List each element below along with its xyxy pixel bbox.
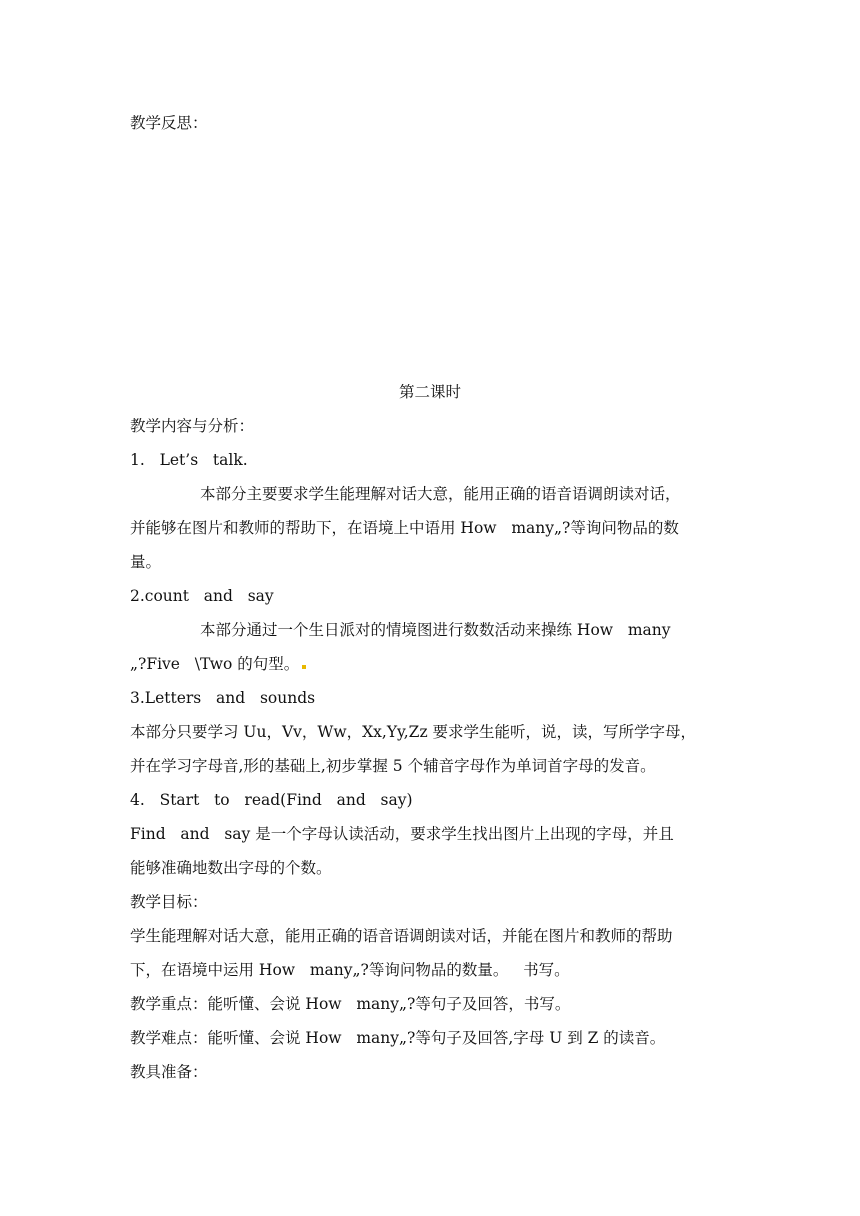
item1-title: 1. Let’s talk. (130, 451, 248, 469)
item2-desc-line2: „?Five \Two 的句型。 (130, 655, 300, 673)
reflection-heading: 教学反思： (130, 114, 208, 132)
item4-desc-line1: Find and say 是一个字母认读活动，要求学生找出图片上出现的字母，并且 (130, 825, 674, 843)
item4-title: 4. Start to read(Find and say) (130, 791, 413, 809)
item3-desc-line2: 并在学习字母音,形的基础上,初步掌握 5 个辅音字母作为单词首字母的发音。 (130, 757, 656, 775)
highlight-dot-icon (302, 665, 306, 669)
key-points: 教学重点：能听懂、会说 How many„?等句子及回答，书写。 (130, 995, 571, 1013)
objectives-heading: 教学目标： (130, 893, 208, 911)
item3-title: 3.Letters and sounds (130, 689, 316, 707)
item1-desc-line3: 量。 (130, 553, 162, 571)
item4-desc-line2: 能够准确地数出字母的个数。 (130, 859, 332, 877)
objectives-line2: 下，在语境中运用 How many„?等询问物品的数量。 书写。 (130, 961, 570, 979)
content-heading: 教学内容与分析： (130, 417, 255, 435)
lesson-title: 第二课时 (398, 383, 461, 401)
objectives-line1: 学生能理解对话大意，能用正确的语音语调朗读对话，并能在图片和教师的帮助 (130, 927, 673, 945)
item3-desc-line1: 本部分只要学习 Uu，Vv，Ww，Xx,Yy,Zz 要求学生能听，说，读，写所学字母， (130, 723, 697, 741)
item2-title: 2.count and say (130, 587, 274, 605)
item1-desc-line2: 并能够在图片和教师的帮助下，在语境上中语用 How many„?等询问物品的数 (130, 519, 679, 537)
item2-desc-line1: 本部分通过一个生日派对的情境图进行数数活动来操练 How many (200, 621, 671, 639)
item1-desc-line1: 本部分主要要求学生能理解对话大意，能用正确的语音语调朗读对话， (200, 485, 681, 503)
difficulties: 教学难点：能听懂、会说 How many„?等句子及回答,字母 U 到 Z 的读音。 (130, 1029, 666, 1047)
item2-desc-line2-wrap (130, 654, 734, 674)
materials-heading: 教具准备： (130, 1063, 208, 1081)
